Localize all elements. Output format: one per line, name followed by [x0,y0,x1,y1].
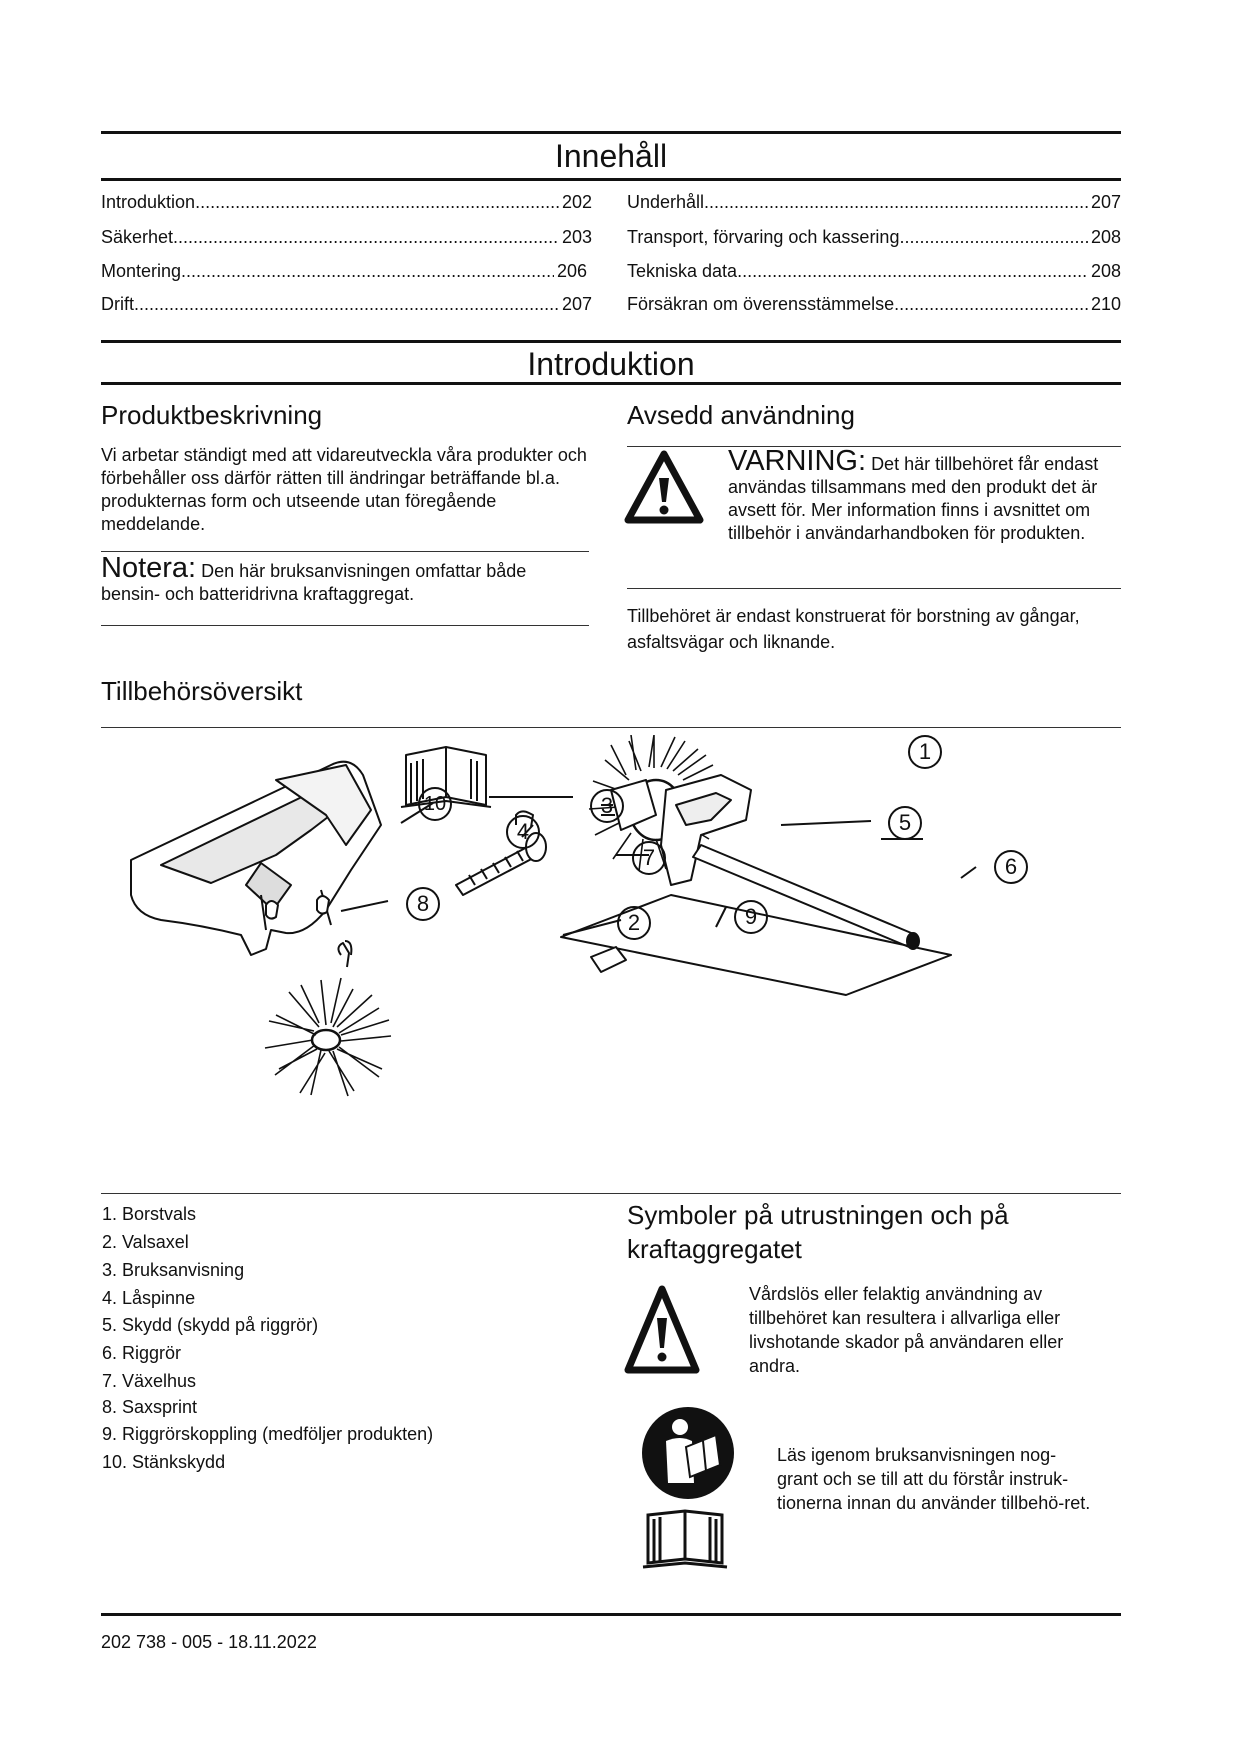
read-manual-icon [640,1405,736,1501]
symbol-manual-text: Läs igenom bruksanvisningen nog-grant och se till att du förstår instruk-tionerna innan du använder tillbehö-ret. [777,1445,1091,1513]
overview-bottom-rule [101,1193,1121,1194]
toc-top-rule [101,131,1121,134]
intro-bottom-rule [101,382,1121,385]
toc-title: Innehåll [554,138,668,174]
list-item: 7. Växelhus [102,1371,197,1391]
note-text: Den här bruksanvisningen omfattar både bensin- och batteridrivna kraftaggregat. [101,561,527,604]
book-icon [640,1509,730,1571]
list-item: 9. Riggrörskoppling (medföljer produkten) [102,1424,434,1444]
list-item: 3. Bruksanvisning [102,1260,245,1280]
list-item: 4. Låspinne [102,1288,196,1308]
toc-entry-forsakran[interactable]: Försäkran om överensstämmelse ..... 210 [627,293,1121,315]
warning-block [728,445,1116,545]
toc-entry-montering[interactable]: Montering ..... 206 [101,260,587,282]
product-description-text: Vi arbetar ständigt med att vidareutveckla våra produkter och förbehåller oss därför rätten till ändringar beträffande bl.a. produkternas form och utseende utan föregående meddelande. [101,445,587,534]
note-label: Notera: [101,552,197,584]
list-item: 1. Borstvals [102,1204,197,1224]
note-bottom-rule [101,625,589,626]
warning-label: VARNING: [728,445,867,477]
toc-bottom-rule [101,178,1121,181]
symbols-heading-line2: kraftaggregatet [627,1234,802,1264]
warning-bottom-rule [627,588,1121,589]
warning-triangle-icon [624,1284,700,1376]
footer-doc-id: 202 738 - 005 - 18.11.2022 [101,1632,317,1652]
note-block [101,552,589,606]
list-item: 5. Skydd (skydd på riggrör) [102,1315,319,1335]
toc-entry-transport[interactable]: Transport, förvaring och kassering ..... 208 [627,226,1121,248]
overview-top-rule [101,727,1121,728]
list-item: 6. Riggrör [102,1343,182,1363]
toc-entry-underhall[interactable]: Underhåll ..... 207 [627,191,1121,213]
intended-use-heading: Avsedd användning [627,400,855,430]
list-item: 2. Valsaxel [102,1232,189,1252]
intended-use-text: Tillbehöret är endast konstruerat för borstning av gångar, asfaltsvägar och liknande. [627,606,1080,652]
intro-title: Introduktion [527,346,695,382]
warning-triangle-icon [624,450,704,524]
toc-entry-introduktion[interactable]: Introduktion ..... 202 [101,191,592,213]
footer-rule [101,1613,1121,1616]
overview-heading: Tillbehörsöversikt [101,676,303,706]
symbol-warning-text: Vårdslös eller felaktig användning av tillbehöret kan resultera i allvarliga eller livshotande skador på användaren eller andra. [749,1284,1064,1376]
list-item: 8. Saxsprint [102,1397,198,1417]
intro-top-rule [101,340,1121,343]
warning-text: Det här tillbehöret får endast användas tillsammans med den produkt det är avsett för. Mer information finns i avsnittet om tillbehör i användarhandboken för produkten. [728,454,1099,543]
toc-entry-sakerhet[interactable]: Säkerhet ..... 203 [101,226,592,248]
toc-entry-tekniska-data[interactable]: Tekniska data ..... 208 [627,260,1121,282]
warning-top-rule [627,446,1121,447]
symbols-heading [627,1198,1009,1266]
product-description-heading: Produktbeskrivning [101,400,323,430]
toc-entry-drift[interactable]: Drift ..... 207 [101,293,592,315]
accessory-illustration: 1 2 3 4 5 6 7 8 9 10 [101,735,1121,1180]
symbols-heading-line1: Symboler på utrustningen och på [627,1200,1009,1230]
list-item: 10. Stänkskydd [102,1452,226,1472]
